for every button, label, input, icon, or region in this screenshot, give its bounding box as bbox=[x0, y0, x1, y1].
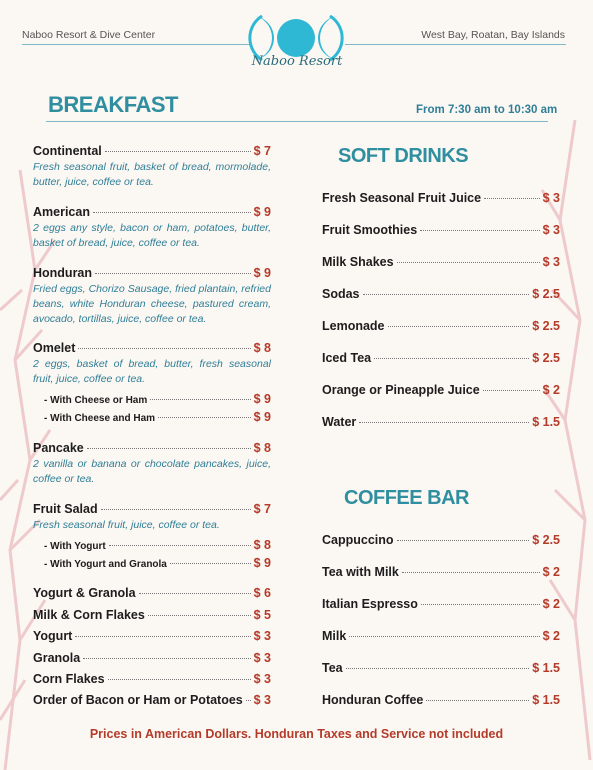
dot-leader bbox=[87, 448, 251, 449]
item-price: $ 2 bbox=[542, 597, 560, 611]
dot-leader bbox=[402, 572, 540, 573]
subitem-name: - With Cheese or Ham bbox=[44, 395, 148, 406]
dot-leader bbox=[105, 151, 251, 152]
menu-subitem bbox=[44, 538, 271, 552]
item-price: $ 2 bbox=[542, 565, 560, 579]
menu-item-drink bbox=[322, 287, 560, 301]
item-description: Fresh seasonal fruit, juice, coffee or tea. bbox=[33, 519, 220, 531]
dot-leader bbox=[359, 422, 529, 423]
menu-item-drink bbox=[322, 351, 560, 365]
breakfast-hours: From 7:30 am to 10:30 am bbox=[416, 104, 558, 116]
subitem-name: - With Cheese and Ham bbox=[44, 413, 156, 424]
dot-leader bbox=[108, 679, 251, 680]
menu-subitem bbox=[44, 410, 271, 424]
dot-leader bbox=[397, 262, 540, 263]
section-rule bbox=[46, 121, 548, 122]
item-name: American bbox=[33, 205, 90, 219]
subitem-name: - With Yogurt and Granola bbox=[44, 559, 167, 570]
dot-leader bbox=[374, 358, 529, 359]
menu-item-fruit-salad bbox=[33, 502, 271, 516]
item-name: Honduran Coffee bbox=[322, 693, 424, 707]
item-name: Cappuccino bbox=[322, 533, 394, 547]
item-price: $ 8 bbox=[253, 341, 271, 355]
item-price: $ 3 bbox=[542, 223, 560, 237]
item-name: Tea bbox=[322, 661, 343, 675]
dot-leader bbox=[93, 212, 251, 213]
subitem-name: - With Yogurt bbox=[44, 541, 106, 552]
menu-item-drink bbox=[322, 255, 560, 269]
item-price: $ 1.5 bbox=[532, 693, 560, 707]
menu-item-american bbox=[33, 205, 271, 219]
price-disclaimer: Prices in American Dollars. Honduran Taxes and Service not included bbox=[89, 727, 504, 741]
item-name: Milk Shakes bbox=[322, 255, 394, 269]
item-price: $ 6 bbox=[253, 586, 271, 600]
item-name: Milk bbox=[322, 629, 347, 643]
subitem-price: $ 9 bbox=[253, 556, 271, 570]
breakfast-title: BREAKFAST bbox=[48, 92, 178, 117]
item-name: Water bbox=[322, 415, 357, 429]
item-name: Fruit Smoothies bbox=[322, 223, 418, 237]
menu-item-corn-flakes bbox=[33, 672, 271, 686]
item-price: $ 3 bbox=[542, 191, 560, 205]
item-price: $ 2.5 bbox=[532, 287, 560, 301]
menu-item-drink bbox=[322, 383, 560, 397]
item-name: Continental bbox=[33, 144, 102, 158]
item-price: $ 2.5 bbox=[532, 319, 560, 333]
item-price: $ 2.5 bbox=[532, 533, 560, 547]
item-price: $ 1.5 bbox=[532, 661, 560, 675]
menu-subitem bbox=[44, 392, 271, 406]
menu-item-coffee bbox=[322, 533, 560, 547]
dot-leader bbox=[483, 390, 540, 391]
menu-item-drink bbox=[322, 415, 560, 429]
item-name: Lemonade bbox=[322, 319, 385, 333]
dot-leader bbox=[420, 230, 539, 231]
subitem-price: $ 8 bbox=[253, 538, 271, 552]
soft-drinks-title: SOFT DRINKS bbox=[338, 145, 469, 167]
item-description: 2 vanilla or banana or chocolate pancakes, juice, coffee or tea. bbox=[33, 458, 271, 485]
dot-leader bbox=[349, 636, 539, 637]
menu-item-yogurt-granola bbox=[33, 586, 271, 600]
resort-location: West Bay, Roatan, Bay Islands bbox=[421, 29, 565, 41]
item-name: Tea with Milk bbox=[322, 565, 399, 579]
dot-leader bbox=[148, 615, 251, 616]
menu-subitem bbox=[44, 556, 271, 570]
item-description: Fried eggs, Chorizo Sausage, fried plantain, refried beans, white Honduran cheese, pastured cream, avocado, tortillas, juice, coffee or tea. bbox=[33, 283, 271, 325]
menu-item-coffee bbox=[322, 565, 560, 579]
item-description: Fresh seasonal fruit, basket of bread, mormolade, butter, juice, coffee or tea. bbox=[33, 161, 271, 188]
item-name: Fresh Seasonal Fruit Juice bbox=[322, 191, 482, 205]
header-rule-right bbox=[345, 44, 566, 45]
menu-item-pancake bbox=[33, 441, 271, 455]
header-rule-left bbox=[22, 44, 250, 45]
dot-leader bbox=[346, 668, 530, 669]
menu-item-milk-corn-flakes bbox=[33, 608, 271, 622]
resort-name: Naboo Resort & Dive Center bbox=[22, 29, 156, 41]
item-price: $ 5 bbox=[253, 608, 271, 622]
item-price: $ 9 bbox=[253, 266, 271, 280]
dot-leader bbox=[397, 540, 530, 541]
item-name: Granola bbox=[33, 651, 81, 665]
item-name: Italian Espresso bbox=[322, 597, 418, 611]
item-price: $ 2 bbox=[542, 383, 560, 397]
dot-leader bbox=[170, 563, 251, 564]
dot-leader bbox=[363, 294, 530, 295]
logo-wordmark: Naboo Resort bbox=[251, 54, 343, 69]
dot-leader bbox=[426, 700, 529, 701]
item-name: Yogurt & Granola bbox=[33, 586, 136, 600]
menu-item-coffee bbox=[322, 597, 560, 611]
dot-leader bbox=[484, 198, 540, 199]
menu-item-granola bbox=[33, 651, 271, 665]
item-name: Fruit Salad bbox=[33, 502, 98, 516]
item-name: Omelet bbox=[33, 341, 76, 355]
menu-item-coffee bbox=[322, 661, 560, 675]
item-price: $ 9 bbox=[253, 205, 271, 219]
item-name: Yogurt bbox=[33, 629, 73, 643]
dot-leader bbox=[101, 509, 251, 510]
dot-leader bbox=[78, 348, 250, 349]
item-description: 2 eggs, basket of bread, butter, fresh seasonal fruit, juice, coffee or tea. bbox=[33, 358, 271, 385]
dot-leader bbox=[109, 545, 251, 546]
item-name: Pancake bbox=[33, 441, 84, 455]
menu-item-omelet bbox=[33, 341, 271, 355]
coffee-bar-title: COFFEE BAR bbox=[344, 487, 469, 509]
item-price: $ 3 bbox=[253, 651, 271, 665]
item-name: Honduran bbox=[33, 266, 93, 280]
dot-leader bbox=[75, 636, 250, 637]
subitem-price: $ 9 bbox=[253, 392, 271, 406]
item-price: $ 7 bbox=[253, 502, 271, 516]
dot-leader bbox=[83, 658, 250, 659]
dot-leader bbox=[246, 700, 251, 701]
menu-item-continental bbox=[33, 144, 271, 158]
item-name: Corn Flakes bbox=[33, 672, 105, 686]
dot-leader bbox=[388, 326, 530, 327]
dot-leader bbox=[158, 417, 251, 418]
dot-leader bbox=[421, 604, 540, 605]
item-price: $ 3 bbox=[253, 672, 271, 686]
menu-item-coffee bbox=[322, 629, 560, 643]
item-price: $ 2 bbox=[542, 629, 560, 643]
item-name: Milk & Corn Flakes bbox=[33, 608, 145, 622]
item-price: $ 3 bbox=[542, 255, 560, 269]
item-price: $ 3 bbox=[253, 693, 271, 707]
dot-leader bbox=[139, 593, 251, 594]
menu-item-drink bbox=[322, 223, 560, 237]
menu-item-drink bbox=[322, 319, 560, 333]
item-price: $ 2.5 bbox=[532, 351, 560, 365]
coral-decoration-right bbox=[540, 60, 593, 760]
item-name: Iced Tea bbox=[322, 351, 372, 365]
menu-item-honduran bbox=[33, 266, 271, 280]
item-description: 2 eggs any style, bacon or ham, potatoes, butter, basket of bread, juice, coffee or tea. bbox=[33, 222, 271, 249]
item-name: Orange or Pineapple Juice bbox=[322, 383, 480, 397]
subitem-price: $ 9 bbox=[253, 410, 271, 424]
item-price: $ 8 bbox=[253, 441, 271, 455]
menu-item-bacon-ham-potatoes bbox=[33, 693, 271, 707]
item-name: Sodas bbox=[322, 287, 360, 301]
item-price: $ 3 bbox=[253, 629, 271, 643]
item-price: $ 7 bbox=[253, 144, 271, 158]
menu-item-yogurt bbox=[33, 629, 271, 643]
dot-leader bbox=[150, 399, 250, 400]
dot-leader bbox=[95, 273, 251, 274]
item-price: $ 1.5 bbox=[532, 415, 560, 429]
menu-item-coffee bbox=[322, 693, 560, 707]
menu-item-drink bbox=[322, 191, 560, 205]
item-name: Order of Bacon or Ham or Potatoes bbox=[33, 693, 243, 707]
